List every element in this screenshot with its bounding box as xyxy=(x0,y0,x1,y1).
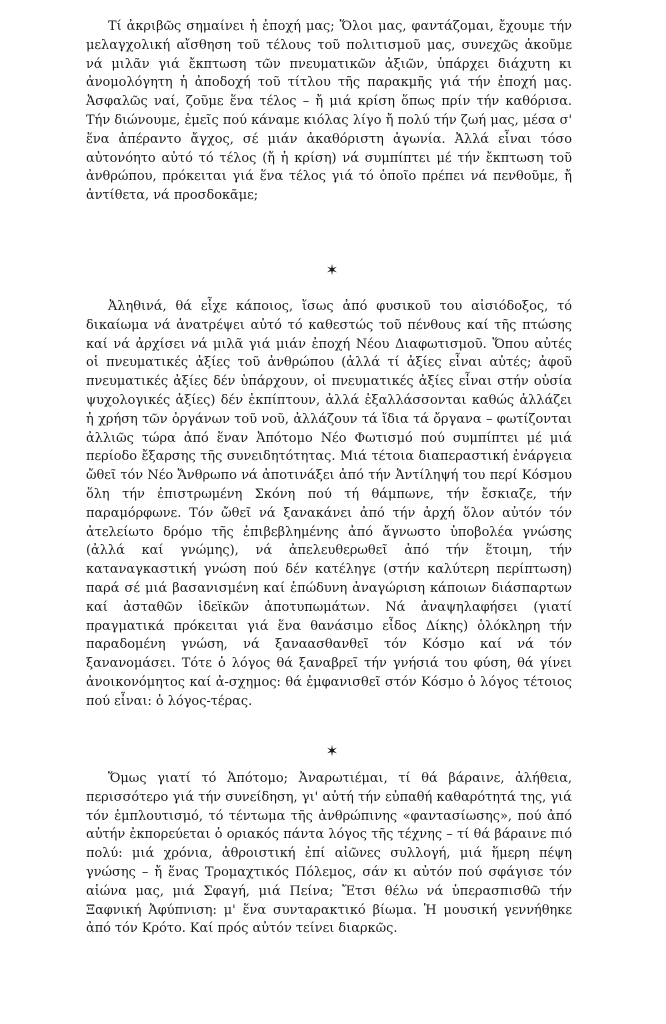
paragraph-1 xyxy=(86,18,572,206)
paragraph-text: Ἀληθινά, θά εἶχε κάποιος, ἴσως ἀπό φυσικοῦ του αἰσιόδοξος, τό δικαίωμα νά ἀνατρέψει αὐτό τό καθεστώς τοῦ πένθους καί τῆς πτώσης καί νά ἀρχίσει νά μιλᾶ γιά μιάν ἐποχή Νέου Διαφωτισμοῦ. Ὅπου αὐτές οἱ πνευματικές ἀξίες τοῦ ἀνθρώπου (ἀλλά τί ἀξίες εἶναι αὐτές; ἀφοῦ πνευματικές ἀξίες δέν ὑπάρχουν, οἱ πνευματικές ἀξίες εἶναι στήν οὐσία ψυχολογικές ἀξίες) δέν ἐκπίπτουν, ἀλλά ἐξαλλάσσονται καθώς ἀλλάζει ἡ χρήση τῶν ὀργάνων τοῦ νοῦ, ἀλλάζουν τά ἴδια τά ὄργανα – φωτίζονται ἀλλιῶς τώρα ἀπό ἕναν Ἀπότομο Νέο Φωτισμό πού συμπίπτει μέ μιά περίοδο ἔξαρσης τῆς συνειδητότητας. Μιά τέτοια διαπεραστική ἐνάργεια ὤθεῖ τόν Νέο Ἄνθρωπο νά ἀποτινάξει ἀπό τήν Ἀντίληψή του περί Κόσμου ὅλη τήν ἐπιστρωμένη Σκόνη πού τή θάμπωνε, τήν ἔσκιαζε, τήν παραμόρφωνε. Τόν ὤθεῖ νά ξανακάνει ἀπό τήν ἀρχή ὅλον αὐτόν τόν ἀτελείωτο δρόμο τῆς ἐπιβεβλημένης ἀπό ἄγνωστο ὑποβολέα γνώσης (ἀλλά καί γνώμης), νά ἀπελευθερωθεῖ ἀπό τήν ἕτοιμη, τήν καταναγκαστική γνώση πού δέν κατέληγε (στήν καλύτερη περίπτωση) παρά σέ μιά βασανισμένη καί ἐπώδυνη ἀναγώριση κάποιων διάσπαρτων καί ἀσταθῶν ἰδεϊκῶν ἀποτυπωμάτων. Νά ἀναψηλαφήσει (γιατί πραγματικά πρόκειται γιά ἕνα θανάσιμο εἶδος Δίκης) ὁλόκληρη τήν παραδομένη γνώση, νά ξαναασθανθεῖ τόν Κόσμο καί νά τόν ξανανομάσει. Τότε ὁ λόγος θά ξαναβρεῖ τήν γνήσιά του φύση, θά γίνει ἀνοικονόμητος καί ἀ-σχημος: θά ἐμφανισθεῖ στόν Κόσμο ὁ λόγος τέτοιος πού εἶναι: ὁ λόγος-τέρας. xyxy=(86,299,572,709)
paragraph-text: Τί ἀκριβῶς σημαίνει ἡ ἐποχή μας; Ὅλοι μας, φαντάζομαι, ἔχουμε τήν μελαγχολική αἴσθηση τοῦ τέλους τοῦ πολιτισμοῦ μας, συνεχῶς ἀκοῦμε νά μιλᾶν γιά ἔκπτωση τῶν πνευματικῶν ἀξιῶν, ὑπάρχει διάχυτη κι ἀνομολόγητη ἡ ἀποδοχή τοῦ τίτλου τῆς παρακμῆς γιά τήν ἐποχή μας. Ἀσφαλῶς ναί, ζοῦμε ἕνα τέλος – ἤ μιά κρίση ὅπως πρίν τήν καθόρισα. Τήν διώνουμε, ἐμεῖς πού κάναμε κιόλας λίγο ἤ πολύ τήν ζωή μας, μέσα σ' ἕνα ἀπέραντο ἄγχος, σέ μιάν ἀκαθόριστη ἀγωνία. Ἀλλά εἶναι τόσο αὐτονόητο αὐτό τό τέλος (ἤ ἡ κρίση) νά συμπίπτει μέ τήν ἔκπτωση τοῦ ἀνθρώπου, πρόκειται γιά ἕνα τέλος γιά τό ὁποῖο πρέπει νά πενθοῦμε, ἤ ἀντίθετα, νά προσδοκᾶμε; xyxy=(86,19,572,204)
paragraph-2 xyxy=(86,298,572,712)
asterisk-separator-icon: ✶ xyxy=(325,261,339,279)
paragraph-3 xyxy=(86,770,572,939)
paragraph-text: Ὅμως γιατί τό Ἀπότομο; Ἀναρωτιέμαι, τί θά βάραινε, ἀλήθεια, περισσότερο γιά τήν συνείδηση, γι' αὐτή τήν εὐπαθή καθαρότητά της, γιά τόν ἐμπλουτισμό, τό τέντωμα τῆς ἀνθρώπινης «φαντασίωσης», πού ἀπό αὐτήν ἐκπορεύεται ὁ οριακός πάντα λόγος τῆς τέχνης – τί θά βάραινε πιό πολύ: μιά χρόνια, ἀθροιστική ἐπί αἰῶνες συλλογή, μιά ἥμερη πέψη γνώσης – ἤ ἕνας Τρομαχτικός Πόλεμος, σάν κι αὐτόν πού σφάγισε τόν αἰώνα μας, μιά Σφαγή, μιά Πείνα; Ἔτσι θέλω νά ὑπερασπισθῶ τήν Ξαφνική Ἀφύπνιση: μ' ἕνα συνταρακτικό βίωμα. Ἡ μουσική γεννήθηκε ἀπό τόν Κρότο. Καί πρός αὐτόν τείνει διαρκῶς. xyxy=(86,771,572,937)
asterisk-separator-icon: ✶ xyxy=(325,742,339,760)
